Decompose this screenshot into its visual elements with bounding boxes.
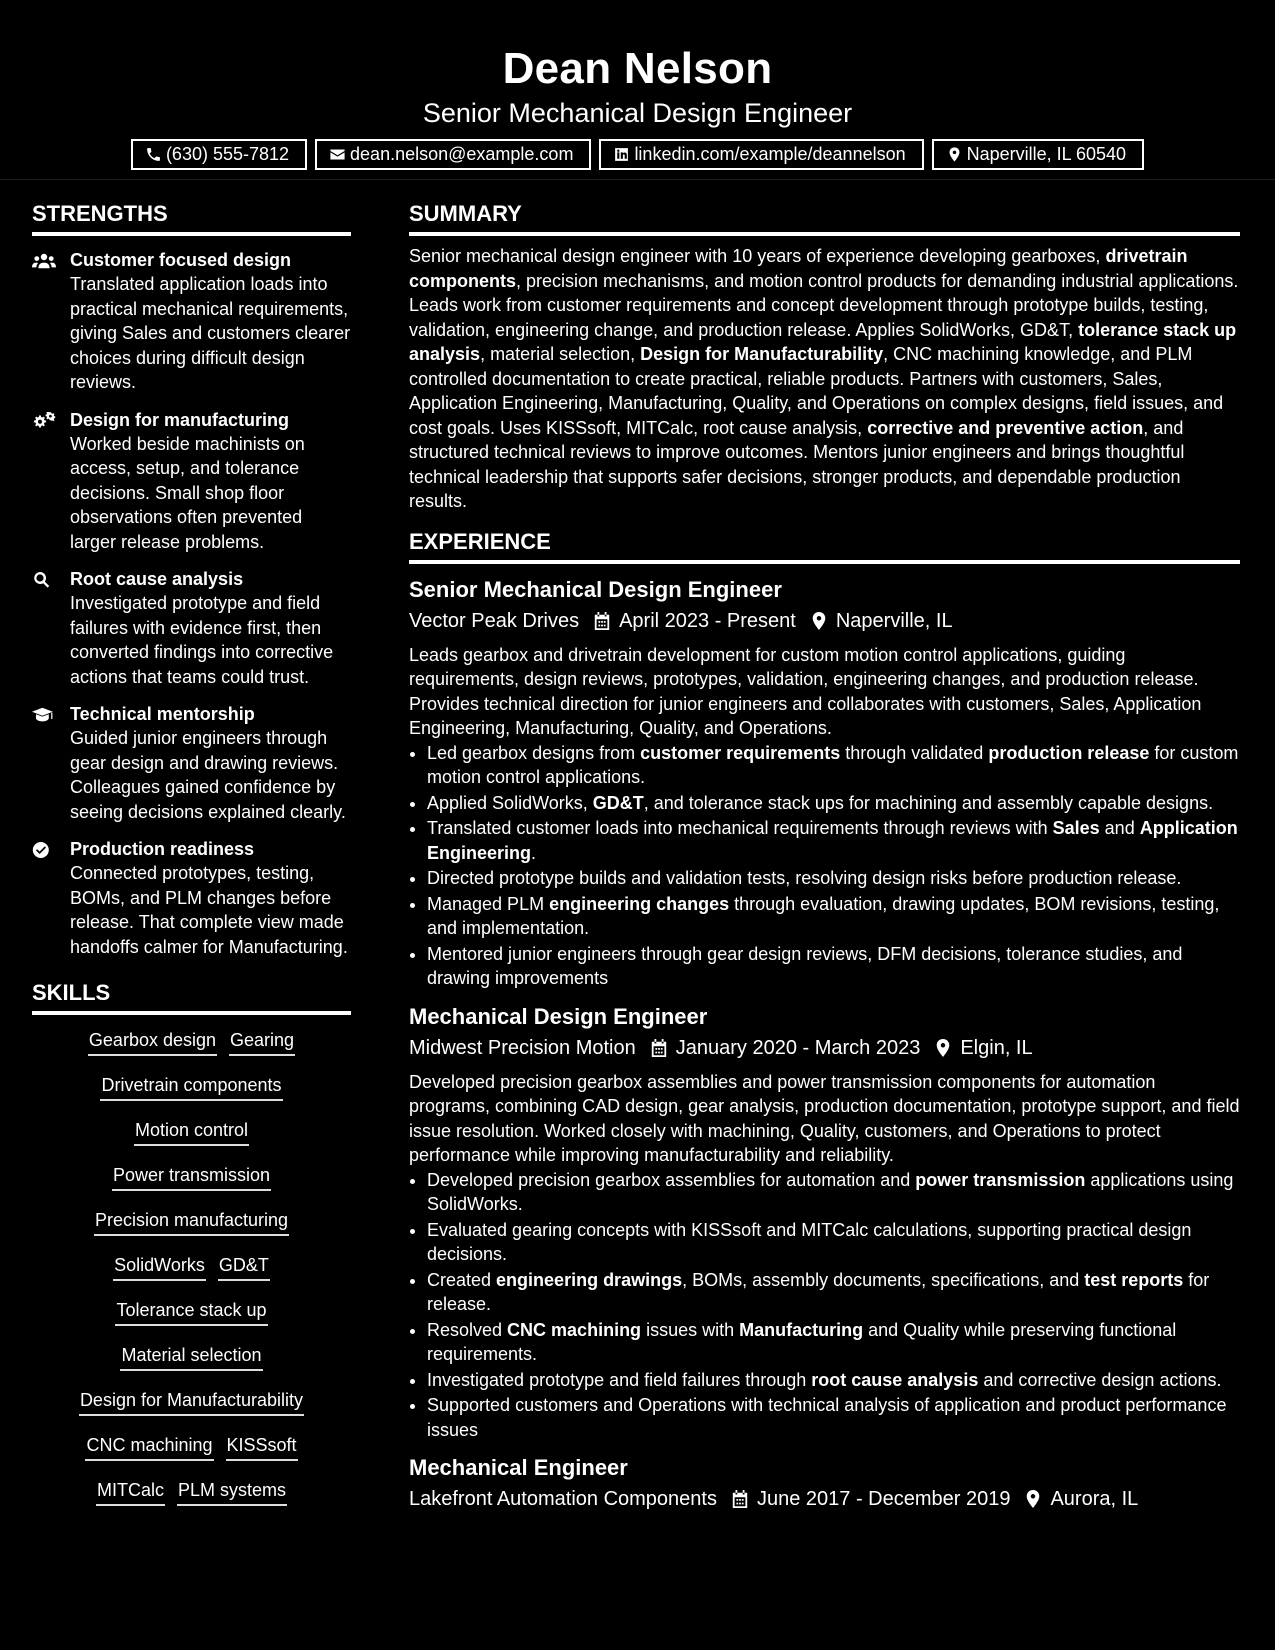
- text-segment: Led gearbox designs from: [427, 742, 641, 763]
- job-title: Mechanical Design Engineer: [409, 1003, 708, 1029]
- bullet-item: [427, 741, 1240, 790]
- text-segment: , material selection,: [480, 344, 641, 364]
- bullet-item: [427, 816, 1240, 865]
- skill-row: [32, 1029, 351, 1074]
- bold-text: engineering drawings: [496, 1269, 683, 1290]
- text-segment: , BOMs, assembly documents, specifications, and: [682, 1269, 1085, 1290]
- skill-tag: GD&T: [218, 1254, 270, 1281]
- candidate-name: Dean Nelson: [502, 44, 773, 93]
- job-entry: [409, 1454, 1240, 1513]
- bold-text: power transmission: [915, 1169, 1086, 1190]
- skill-tag: Precision manufacturing: [94, 1209, 289, 1236]
- strength-title: Technical mentorship: [70, 704, 255, 724]
- text-segment: Translated customer loads into mechanical requirements through reviews with: [427, 818, 1053, 838]
- text-segment: Investigated prototype and field failures through: [427, 1369, 812, 1390]
- strength-desc: Worked beside machinists on access, setup, and tolerance decisions. Small shop floor observations often prevented larger release problems.: [70, 433, 305, 552]
- bullet-item: [427, 942, 1240, 991]
- calendar-icon: [593, 611, 611, 631]
- bullet-item: [427, 1268, 1240, 1317]
- job-entry: [409, 576, 1240, 991]
- text-segment: , precision mechanisms, and motion control products for demanding industrial applications. Leads work from customer requirements and concept development through prototype builds, testing, validation, engineering change, and production release. Applies SolidWorks, GD&T,: [409, 270, 1239, 340]
- job-meta: [409, 607, 1240, 635]
- text-segment: , and structured technical reviews to improve outcomes. Mentors junior engineers and brings thoughtful technical leadership that supports safer decisions, stronger products, and dependable production results.: [409, 417, 1185, 511]
- map-marker-icon: [946, 146, 963, 163]
- text-segment: Managed PLM: [427, 893, 550, 914]
- skill-tag: Material selection: [120, 1344, 262, 1371]
- bold-text: test reports: [1084, 1269, 1184, 1290]
- strength-title: Customer focused design: [70, 250, 292, 270]
- job-title: Mechanical Engineer: [409, 1455, 628, 1480]
- bullet-item: [427, 1218, 1240, 1267]
- text-segment: Evaluated gearing concepts with KISSsoft and MITCalc calculations, supporting practical design decisions.: [427, 1219, 1192, 1264]
- search-icon: [32, 571, 56, 589]
- bold-text: Application Engineering: [427, 818, 1238, 863]
- contact-location-text: Naperville, IL 60540: [966, 144, 1127, 164]
- bold-text: corrective and preventive action: [867, 417, 1144, 438]
- bold-text: Design for Manufacturability: [640, 344, 884, 364]
- contact-email[interactable]: [315, 139, 591, 170]
- bold-text: engineering changes: [549, 893, 730, 914]
- job-dates: January 2020 - March 2023: [675, 1036, 921, 1059]
- strength-desc: Translated application loads into practical mechanical requirements, giving Sales and customers clearer choices during difficult design reviews.: [70, 274, 351, 392]
- calendar-icon: [731, 1489, 749, 1509]
- strength-title: Root cause analysis: [70, 569, 244, 589]
- bold-text: drivetrain components: [409, 246, 1188, 291]
- map-marker-icon: [810, 611, 828, 631]
- bullet-item: [427, 1318, 1240, 1367]
- bullet-item: [427, 1368, 1240, 1393]
- skill-row: [32, 1479, 351, 1524]
- job-location: Naperville, IL: [835, 609, 953, 632]
- job-meta: [409, 1034, 1240, 1062]
- text-segment: .: [531, 842, 537, 863]
- bold-text: Sales: [1052, 818, 1100, 838]
- envelope-icon: [329, 146, 346, 163]
- bold-text: customer requirements: [640, 742, 841, 763]
- contact-linkedin-text: linkedin.com/example/deannelson: [634, 144, 906, 164]
- skill-row: [32, 1209, 351, 1254]
- bold-text: tolerance stack up analysis: [409, 319, 1237, 364]
- job-meta: [409, 1485, 1240, 1513]
- skill-row: [32, 1119, 351, 1164]
- summary-text: [409, 244, 1240, 514]
- text-segment: for release.: [427, 1269, 1210, 1314]
- bullet-item: [427, 1393, 1240, 1442]
- contact-linkedin[interactable]: [599, 139, 923, 170]
- bullet-item: [427, 1168, 1240, 1217]
- users-icon: [32, 252, 56, 270]
- bold-text: root cause analysis: [811, 1369, 979, 1390]
- job-bullets: [409, 741, 1240, 991]
- skill-tag: Power transmission: [112, 1164, 271, 1191]
- job-description: Leads gearbox and drivetrain development for custom motion control applications, guiding requirements, design reviews, prototypes, validation, engineering changes, and production release. Provides technical direction for junior engineers and collaborates with customers, Sales, Application Engineering, Manufacturing, Quality, and Operations.: [409, 644, 1202, 738]
- skill-tag: Design for Manufacturability: [79, 1389, 304, 1416]
- graduation-cap-icon: [32, 706, 56, 724]
- text-segment: Mentored junior engineers through gear design reviews, DFM decisions, tolerance studies, and drawing improvements: [427, 943, 1183, 988]
- skill-row: [32, 1299, 351, 1344]
- job-company: Lakefront Automation Components: [409, 1488, 717, 1510]
- contact-phone[interactable]: [131, 139, 307, 170]
- skill-tag: CNC machining: [85, 1434, 213, 1461]
- text-segment: through validated: [840, 742, 989, 763]
- skill-tag: Motion control: [134, 1119, 249, 1146]
- skill-tag: KISSsoft: [226, 1434, 298, 1461]
- check-circle-icon: [32, 841, 56, 859]
- bullet-item: [427, 791, 1240, 816]
- text-segment: and Quality while preserving functional requirements.: [427, 1319, 1177, 1364]
- text-segment: , and tolerance stack ups for machining and assembly capable designs.: [643, 792, 1214, 813]
- bold-text: CNC machining: [507, 1319, 642, 1340]
- bullet-item: [427, 892, 1240, 941]
- strength-item: [32, 567, 351, 689]
- job-location: Aurora, IL: [1050, 1488, 1139, 1510]
- job-dates: June 2017 - December 2019: [756, 1488, 1011, 1510]
- skill-row: [32, 1434, 351, 1479]
- strengths-list: [32, 236, 351, 959]
- contact-bar: [0, 139, 1275, 170]
- strength-desc: Guided junior engineers through gear design and drawing reviews. Colleagues gained confidence by seeing decisions explained clearly.: [70, 728, 346, 822]
- job-bullets: [409, 1168, 1240, 1443]
- text-segment: , CNC machining knowledge, and PLM controlled documentation to create practical, reliable products. Partners with customers, Sales, Application Engineering, Manufacturing, Quality, and Operations on complex designs, field issues, and cost goals. Uses KISSsoft, MITCalc, root cause analysis,: [409, 344, 1224, 438]
- text-segment: for custom motion control applications.: [427, 742, 1239, 787]
- resume-header: [0, 0, 1275, 180]
- calendar-icon: [650, 1038, 668, 1058]
- contact-email-text: dean.nelson@example.com: [350, 144, 574, 164]
- text-segment: issues with: [641, 1319, 740, 1340]
- skill-row: [32, 1254, 351, 1299]
- contact-location[interactable]: [932, 139, 1144, 170]
- strengths-heading: STRENGTHS: [32, 200, 351, 236]
- job-company: Vector Peak Drives: [409, 609, 580, 632]
- skill-tag: SolidWorks: [113, 1254, 206, 1281]
- strength-item: [32, 408, 351, 555]
- job-dates: April 2023 - Present: [619, 609, 796, 632]
- linkedin-icon: [613, 146, 630, 163]
- text-segment: Applied SolidWorks,: [427, 792, 593, 813]
- skill-tag: Gearing: [229, 1029, 295, 1056]
- experience-list: [409, 576, 1240, 1514]
- job-location: Elgin, IL: [960, 1036, 1033, 1059]
- experience-heading: EXPERIENCE: [409, 528, 1240, 564]
- job-title: Senior Mechanical Design Engineer: [409, 576, 782, 602]
- job-description: Developed precision gearbox assemblies and power transmission components for automation programs, combining CAD design, gear analysis, production documentation, prototype support, and field issue resolution. Worked closely with machining, Quality, customers, and Operations to protect performance while improving manufacturability and reliability.: [409, 1071, 1240, 1165]
- bold-text: Manufacturing: [739, 1319, 864, 1340]
- text-segment: Developed precision gearbox assemblies for automation and: [427, 1169, 916, 1190]
- bold-text: production release: [988, 742, 1150, 763]
- job-entry: [409, 1003, 1240, 1443]
- text-segment: Directed prototype builds and validation tests, resolving design risks before production release.: [427, 868, 1182, 888]
- skills-heading: SKILLS: [32, 979, 351, 1015]
- skill-row: [32, 1164, 351, 1209]
- text-segment: Resolved: [427, 1319, 508, 1340]
- summary-heading: SUMMARY: [409, 200, 1240, 236]
- candidate-title: Senior Mechanical Design Engineer: [422, 98, 853, 128]
- bold-text: GD&T: [592, 792, 644, 813]
- text-segment: Created: [427, 1269, 497, 1290]
- skill-row: [32, 1074, 351, 1119]
- map-marker-icon: [1024, 1489, 1042, 1509]
- bullet-item: [427, 866, 1240, 891]
- text-segment: Supported customers and Operations with technical analysis of application and product performance issues: [427, 1395, 1227, 1440]
- left-column: [32, 200, 351, 1524]
- text-segment: Senior mechanical design engineer with 10 years of experience developing gearboxes,: [409, 246, 1106, 266]
- skill-tag: Drivetrain components: [100, 1074, 282, 1101]
- skills-list: [32, 1015, 351, 1524]
- skill-tag: Tolerance stack up: [115, 1299, 267, 1326]
- skill-tag: PLM systems: [177, 1479, 287, 1506]
- text-segment: through evaluation, drawing updates, BOM revisions, testing, and implementation.: [427, 893, 1220, 938]
- skill-row: [32, 1389, 351, 1434]
- phone-icon: [145, 146, 162, 163]
- strength-desc: Connected prototypes, testing, BOMs, and PLM changes before release. That complete view made handoffs calmer for Manufacturing.: [70, 863, 348, 957]
- strength-desc: Investigated prototype and field failures with evidence first, then converted findings into corrective actions that teams could trust.: [70, 593, 334, 687]
- right-column: [409, 200, 1240, 1524]
- strength-title: Design for manufacturing: [70, 409, 290, 430]
- job-company: Midwest Precision Motion: [409, 1036, 636, 1059]
- map-marker-icon: [934, 1038, 952, 1058]
- text-segment: applications using SolidWorks.: [427, 1169, 1234, 1214]
- strength-title: Production readiness: [70, 839, 255, 859]
- contact-phone-text: (630) 555-7812: [165, 144, 290, 164]
- skill-tag: Gearbox design: [88, 1029, 217, 1056]
- strength-item: [32, 702, 351, 824]
- text-segment: and: [1099, 818, 1140, 838]
- cogs-icon: [32, 412, 56, 430]
- skill-tag: MITCalc: [96, 1479, 165, 1506]
- skill-row: [32, 1344, 351, 1389]
- text-segment: and corrective design actions.: [978, 1369, 1222, 1390]
- strength-item: [32, 248, 351, 395]
- strength-item: [32, 837, 351, 959]
